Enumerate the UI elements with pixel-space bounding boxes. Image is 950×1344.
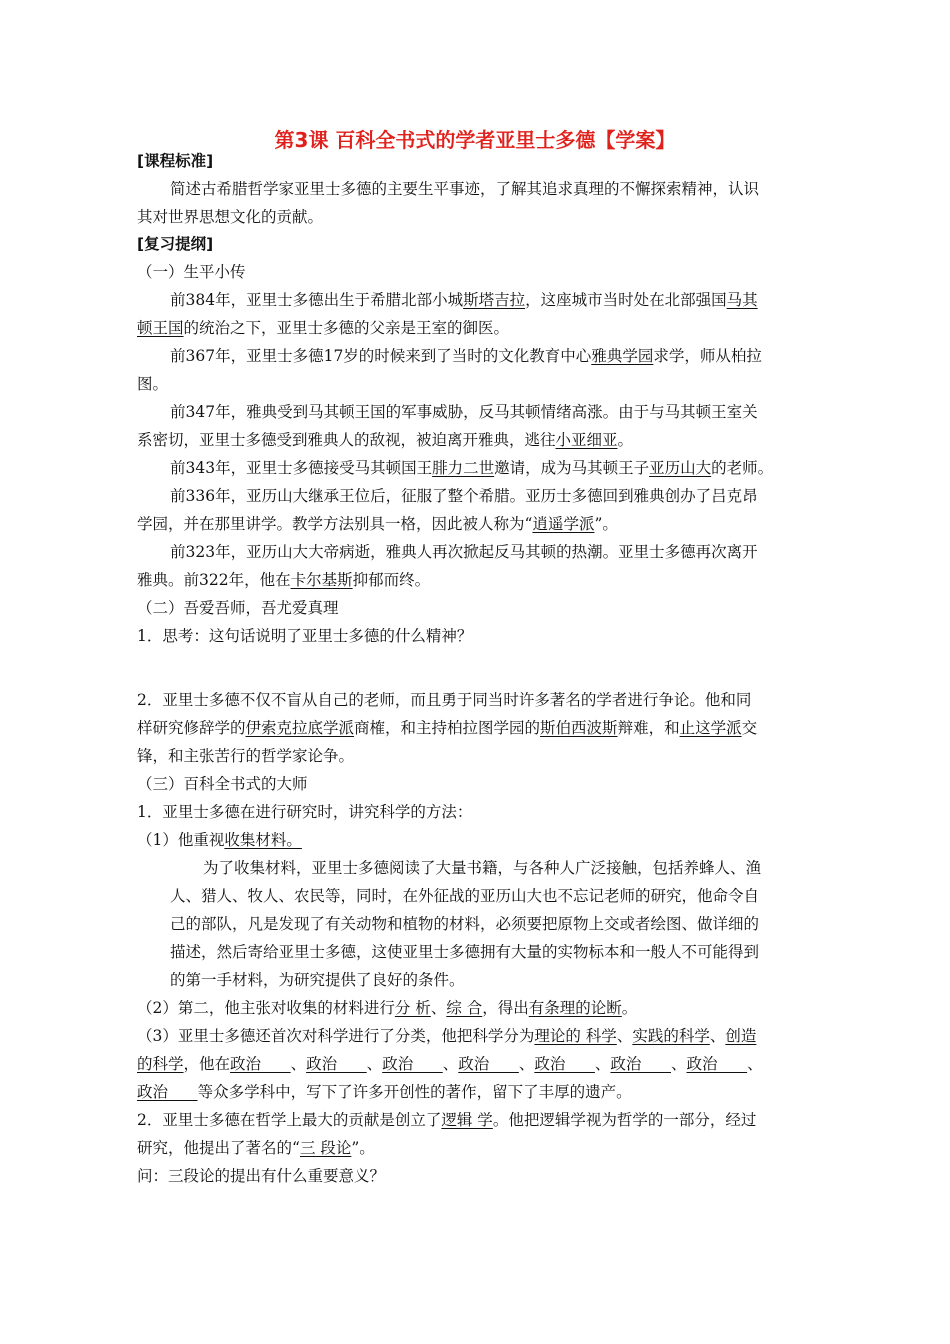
- bio-paragraph-6-cont: 雅典。前322年，他在卡尔基斯抑郁而终。: [137, 571, 431, 589]
- bio-paragraph-5: 前336年，亚历山大继承王位后，征服了整个希腊。亚历士多德回到雅典创办了吕克昂: [170, 487, 758, 505]
- standard-line-2: 其对世界思想文化的贡献。: [137, 208, 324, 226]
- page-title: 第3课 百科全书式的学者亚里士多德【学案】: [274, 128, 676, 152]
- method-3: （3）亚里士多德还首次对科学进行了分类，他把科学分为理论的 科学、实践的科学、创造: [137, 1027, 757, 1045]
- blank: 政治: [137, 1083, 198, 1101]
- material-para-4: 描述，然后寄给亚里士多德，这使亚里士多德拥有大量的实物标本和一般人不可能得到: [170, 943, 760, 961]
- method-1: （1）他重视收集材料。: [137, 831, 302, 849]
- standard-heading: [课程标准]: [137, 152, 214, 170]
- blank: 政治: [306, 1055, 367, 1073]
- material-para-1: 为了收集材料，亚里士多德阅读了大量书籍，与各种人广泛接触，包括养蜂人、渔: [203, 859, 762, 877]
- method-2: （2）第二，他主张对收集的材料进行分 析、综 合，得出有条理的论断。: [137, 999, 638, 1017]
- outline-heading: [复习提纲]: [137, 235, 214, 253]
- debate-paragraph-end: 锋，和主张苦行的哲学家论争。: [137, 747, 355, 765]
- bio-paragraph-5-cont: 学园，并在那里讲学。教学方法别具一格，因此被人称为“逍遥学派”。: [137, 515, 618, 533]
- question-1: 1．思考：这句话说明了亚里士多德的什么精神？: [137, 627, 473, 645]
- debate-paragraph-cont: 样研究修辞学的伊索克拉底学派商榷，和主持柏拉图学园的斯伯西波斯辩难，和止这学派交: [137, 719, 758, 737]
- blank: 政治: [686, 1055, 748, 1073]
- method-3-cont: 的科学，他在政治 、政治 、政治 、政治 、政治 、政治 、政治 、: [137, 1055, 763, 1073]
- logic-paragraph: 2．亚里士多德在哲学上最大的贡献是创立了逻辑 学。他把逻辑学视为哲学的一部分，经过: [137, 1111, 757, 1129]
- material-para-5: 的第一手材料，为研究提供了良好的条件。: [170, 971, 465, 989]
- material-para-2: 人、猎人、牧人、农民等，同时，在外征战的亚历山大也不忘记老师的研究，他命令自: [170, 887, 760, 905]
- section-3-heading: （三）百科全书式的大师: [137, 775, 308, 793]
- method-3-end: 政治 等众多学科中，写下了许多开创性的著作，留下了丰厚的遗产。: [137, 1083, 632, 1101]
- bio-paragraph-6: 前323年，亚历山大大帝病逝，雅典人再次掀起反马其顿的热潮。亚里士多德再次离开: [170, 543, 758, 561]
- bio-paragraph-3-cont: 系密切，亚里士多德受到雅典人的敌视，被迫离开雅典，逃往小亚细亚。: [137, 431, 634, 449]
- logic-paragraph-cont: 研究，他提出了著名的“三 段论”。: [137, 1139, 375, 1157]
- question-syllogism: 问：三段论的提出有什么重要意义？: [137, 1167, 386, 1185]
- bio-paragraph-3: 前347年，雅典受到马其顿王国的军事威胁，反马其顿情绪高涨。由于与马其顿王室关: [170, 403, 758, 421]
- bio-paragraph-2-cont: 图。: [137, 375, 169, 393]
- standard-line-1: 简述古希腊哲学家亚里士多德的主要生平事迹，了解其追求真理的不懈探索精神，认识: [170, 180, 760, 198]
- method-intro: 1．亚里士多德在进行研究时，讲究科学的方法：: [137, 803, 473, 821]
- bio-paragraph-1-cont: 顿王国的统治之下，亚里士多德的父亲是王室的御医。: [137, 319, 510, 337]
- bio-paragraph-1: 前384年，亚里士多德出生于希腊北部小城斯塔吉拉，这座城市当时处在北部强国马其: [170, 291, 758, 309]
- material-para-3: 己的部队，凡是发现了有关动物和植物的材料，必须要把原物上交或者绘图、做详细的: [170, 915, 760, 933]
- bio-paragraph-4: 前343年，亚里士多德接受马其顿国王腓力二世邀请，成为马其顿王子亚历山大的老师。: [170, 459, 774, 477]
- debate-paragraph: 2．亚里士多德不仅不盲从自己的老师，而且勇于同当时许多著名的学者进行争论。他和同: [137, 691, 752, 709]
- blank: 政治: [382, 1055, 443, 1073]
- section-1-heading: （一）生平小传: [137, 263, 246, 281]
- section-2-heading: （二）吾爱吾师，吾尤爱真理: [137, 599, 339, 617]
- blank: 政治: [230, 1055, 291, 1073]
- blank: 政治: [458, 1055, 519, 1073]
- blank: 政治: [610, 1055, 671, 1073]
- bio-paragraph-2: 前367年，亚里士多德17岁的时候来到了当时的文化教育中心雅典学园求学，师从柏拉: [170, 347, 762, 365]
- blank: 政治: [534, 1055, 595, 1073]
